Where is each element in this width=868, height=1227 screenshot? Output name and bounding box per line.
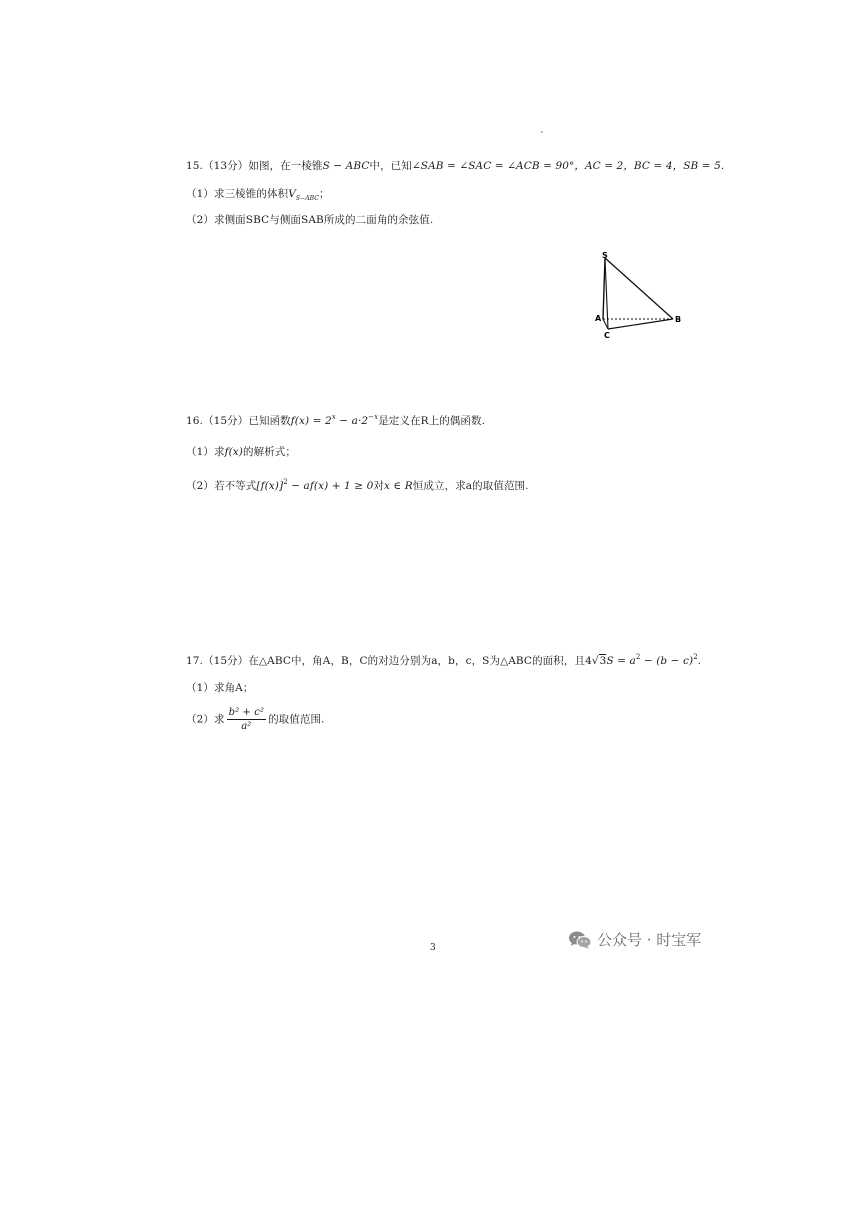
problem-17-part-2: （2）求 $\frac{\text{b² + c²}}{\text{a²}}$ 的取值范围.	[186, 707, 325, 732]
problem-16-part-1: （1）求f(x)的解析式；	[186, 446, 296, 458]
label-B: B	[675, 315, 682, 324]
problem-15-part-1: （1）求三棱锥的体积$V_{S-ABC}$；	[186, 188, 330, 202]
problem-17-stem: 17.（15分）在△ABC中，角A，B，C的对边分别为a，b，c，S为△ABC的面积，且$4√3S = a^2 - (b - c)^2$.	[186, 653, 702, 667]
problem-15-stem: 15.（13分）如图，在一棱锥S − ABC中，已知∠SAB = ∠SAC = ∠ACB = 90°，AC = 2，BC = 4，SB = 5.	[186, 160, 725, 172]
watermark	[568, 929, 701, 950]
problem-16-stem: 16.（15分）已知函数$f(x) = 2^x - a\cdot 2^{-x}$是定义在R上的偶函数.	[186, 413, 486, 427]
problem-15-part-2: （2）求侧面SBC与侧面SAB所成的二面角的余弦值.	[186, 214, 434, 226]
speck	[541, 131, 543, 133]
edge-SC	[605, 258, 608, 329]
problem-17-part-1: （1）求角A；	[186, 682, 254, 694]
pyramid-figure	[590, 250, 690, 340]
label-C: C	[604, 331, 610, 340]
edge-CB	[608, 319, 673, 329]
label-S: S	[602, 251, 608, 260]
fraction: $\frac{\text{b² + c²}}{\text{a²}}$	[228, 707, 265, 732]
edge-SA	[603, 258, 605, 319]
watermark-text: 公众号 · 时宝军	[597, 931, 702, 949]
label-A: A	[595, 314, 602, 323]
page-number: 3	[430, 943, 436, 953]
wechat-icon	[568, 930, 592, 950]
edge-SB	[605, 258, 673, 319]
problem-16-part-2: （2）若不等式$[f(x)]^2 - af(x) + 1 \ge 0$对x ∈ R恒成立，求a的取值范围.	[186, 478, 529, 492]
